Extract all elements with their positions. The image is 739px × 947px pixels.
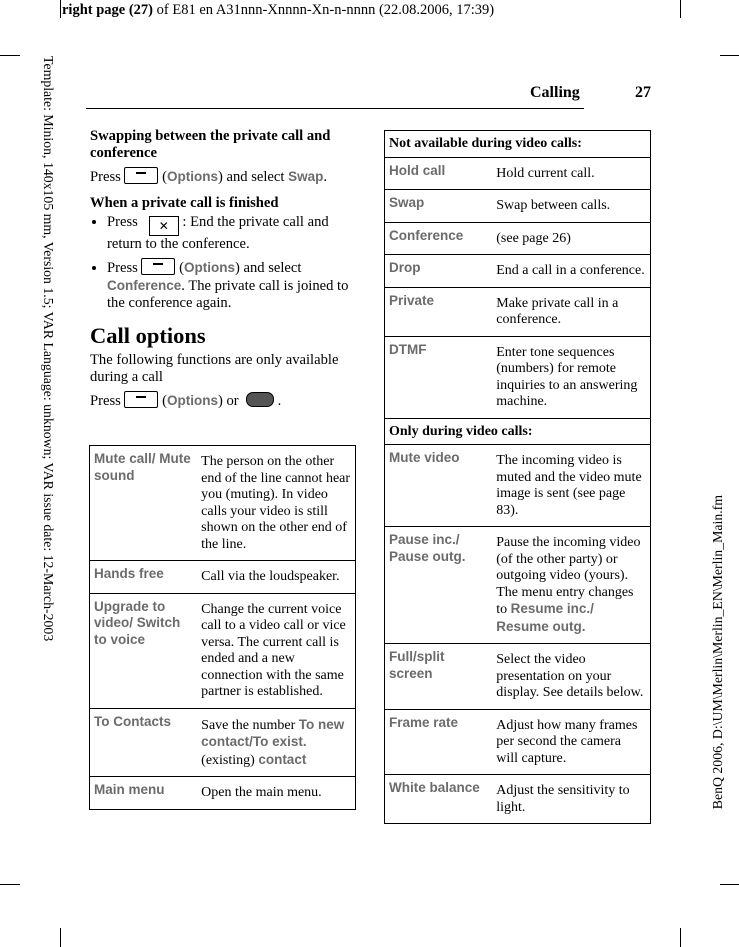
- menu-entry-label: contact: [258, 751, 307, 767]
- option-term: Hands free: [90, 561, 198, 594]
- print-header-rest: of E81 en A31nnn-Xnnnn-Xn-n-nnnn (22.08.2006, 17:39): [153, 2, 495, 18]
- text: Press: [90, 169, 121, 185]
- print-header: [62, 2, 494, 19]
- option-desc: The incoming video is muted and the video mute image is sent (see page 83).: [492, 445, 650, 527]
- text: Pause the incoming video (of the other party) or outgoing video (yours). The menu entry changes to: [496, 535, 641, 617]
- option-term: White balance: [385, 775, 493, 824]
- swap-instruction: [90, 167, 356, 186]
- text: .: [323, 169, 328, 185]
- section-heading-swap: Swapping between the private call and conference: [90, 128, 331, 161]
- list-item: [107, 258, 356, 312]
- crop-mark: [0, 884, 20, 885]
- crop-mark: [0, 55, 20, 56]
- option-term: Frame rate: [385, 709, 493, 775]
- option-term: Mute call/ Mute sound: [90, 446, 198, 561]
- bullet-list: [90, 214, 356, 312]
- text: (: [158, 393, 167, 409]
- running-header: [86, 84, 654, 109]
- menu-entry-label: Resume inc./ Resume outg.: [496, 601, 594, 634]
- table-row: [385, 709, 651, 775]
- option-term: To Contacts: [90, 708, 198, 777]
- conference-label: Conference: [107, 278, 182, 293]
- crop-mark: [60, 928, 61, 947]
- option-desc: Open the main menu.: [197, 777, 355, 810]
- option-desc: Make private call in a conference.: [492, 287, 650, 336]
- options-label: Options: [183, 260, 235, 275]
- option-desc: Change the current voice call to a video call or vice versa. The current call is ended and a new connection with the same partner is established.: [197, 593, 355, 708]
- option-term: Hold call: [385, 157, 493, 190]
- table-row: [385, 190, 651, 223]
- options-label: Options: [166, 169, 218, 184]
- table-row: [385, 255, 651, 288]
- header-rule-gap: [584, 107, 654, 110]
- print-header-bold: right page (27): [62, 2, 154, 18]
- option-term: Upgrade to video/ Switch to voice: [90, 593, 198, 708]
- table-group-heading: Only during video calls:: [385, 418, 651, 445]
- list-item: [107, 214, 356, 253]
- template-info: Template: Minion, 140x105 mm, Version 1.5; VAR Language: unknown; VAR issue date: 12-March-2003: [41, 56, 56, 642]
- text: Press: [107, 214, 138, 230]
- option-desc: Select the video presentation on your display. See details below.: [492, 644, 650, 710]
- text: : End the private call and return to the conference.: [107, 214, 329, 252]
- option-desc: Swap between calls.: [492, 190, 650, 223]
- text: ) and select: [217, 169, 289, 185]
- table-row: [385, 644, 651, 710]
- video-call-options-table: [384, 130, 651, 824]
- text: ) and select: [234, 260, 302, 276]
- option-desc: Hold current call.: [492, 157, 650, 190]
- text: Press: [90, 393, 121, 409]
- left-softkey-icon: [124, 167, 158, 184]
- option-desc: [492, 527, 650, 644]
- option-desc: Adjust how many frames per second the camera will capture.: [492, 709, 650, 775]
- options-label: Options: [166, 393, 218, 408]
- table-row: [90, 593, 356, 708]
- left-softkey-icon: [124, 391, 158, 408]
- table-row: [90, 561, 356, 594]
- text: (: [175, 260, 184, 276]
- option-term: Mute video: [385, 445, 493, 527]
- option-desc: Call via the loudspeaker.: [197, 561, 355, 594]
- option-term: Swap: [385, 190, 493, 223]
- option-term: Full/split screen: [385, 644, 493, 710]
- crop-mark: [680, 0, 681, 18]
- table-row: [385, 775, 651, 824]
- table-row: [90, 708, 356, 777]
- option-term: Pause inc./ Pause outg.: [385, 527, 493, 644]
- table-row: [385, 445, 651, 527]
- center-key-icon: [246, 392, 274, 407]
- left-column: [90, 128, 356, 410]
- table-row: [385, 527, 651, 644]
- table-row: [385, 287, 651, 336]
- text: (: [158, 169, 167, 185]
- table-row: [385, 157, 651, 190]
- option-desc: End a call in a conference.: [492, 255, 650, 288]
- section-title-call-options: Call options: [90, 323, 206, 348]
- call-options-table: [89, 445, 356, 810]
- table-row: [90, 446, 356, 561]
- option-desc: (see page 26): [492, 222, 650, 255]
- crop-mark: [720, 884, 739, 885]
- swap-label: Swap: [288, 169, 324, 184]
- option-term: Conference: [385, 222, 493, 255]
- table-row: [385, 222, 651, 255]
- page-number: 27: [635, 84, 651, 101]
- crop-mark: [60, 0, 61, 18]
- option-desc: The person on the other end of the line cannot hear you (muting). In video calls your video is still shown on the other end of the line.: [197, 446, 355, 561]
- table-heading-row: [385, 418, 651, 445]
- crop-mark: [720, 55, 739, 56]
- call-options-intro: The following functions are only available during a call: [90, 352, 339, 385]
- text: . The private call is joined to the conference again.: [107, 278, 349, 311]
- option-desc: Enter tone sequences (numbers) for remote inquiries to an answering machine.: [492, 336, 650, 418]
- text: ) or: [217, 393, 239, 409]
- option-term: Private: [385, 287, 493, 336]
- table-row: [90, 777, 356, 810]
- crop-mark: [680, 928, 681, 947]
- file-path-info: BenQ 2006, D:\UM\Merlin\Merlin_EN\Merlin_Main.fm: [710, 495, 725, 810]
- table-row: [385, 336, 651, 418]
- option-term: Main menu: [90, 777, 198, 810]
- left-softkey-icon: [141, 258, 175, 275]
- text: (existing): [201, 752, 259, 768]
- text: .: [273, 393, 282, 409]
- text: Save the number: [201, 717, 299, 733]
- section-heading-private-finished: When a private call is finished: [90, 195, 279, 211]
- table-group-heading: Not available during video calls:: [385, 131, 651, 158]
- menu-entry-label: To new contact/To exist.: [201, 716, 345, 749]
- table-heading-row: [385, 131, 651, 158]
- option-desc: Adjust the sensitivity to light.: [492, 775, 650, 824]
- end-call-key-icon: ✕: [149, 216, 179, 236]
- option-term: Drop: [385, 255, 493, 288]
- option-term: DTMF: [385, 336, 493, 418]
- call-options-press-line: [90, 391, 356, 410]
- option-desc: [197, 708, 355, 777]
- text: Press: [107, 260, 138, 276]
- chapter-title: Calling: [530, 84, 580, 101]
